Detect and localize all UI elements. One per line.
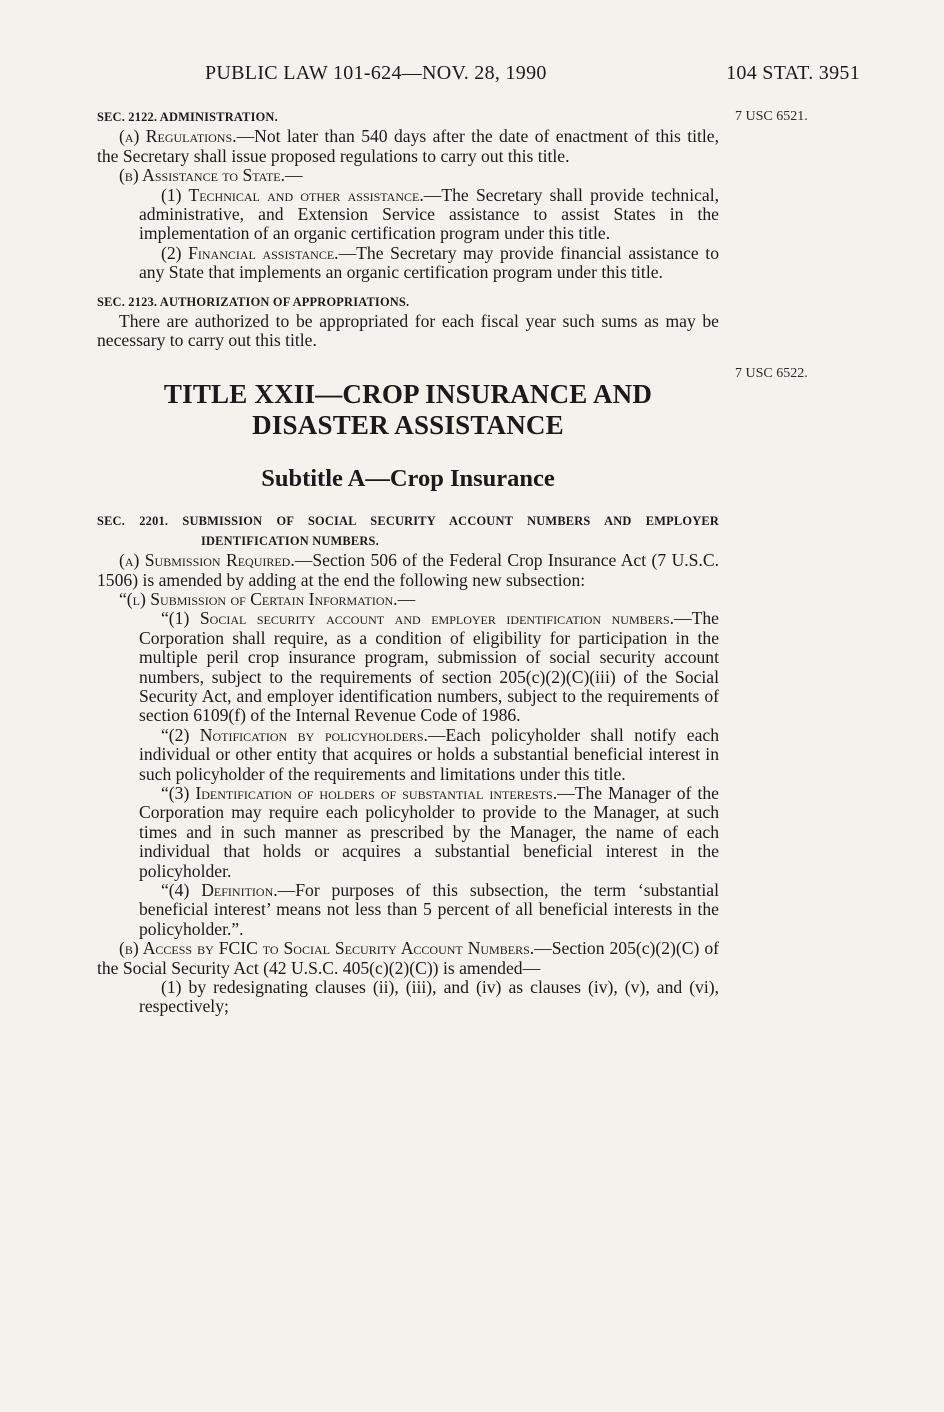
section-2123-heading: SEC. 2123. AUTHORIZATION OF APPROPRIATIONS. (97, 294, 410, 309)
para-text: —Each policyholder shall notify each individual or other entity that acquires or holds a substantial beneficial interest in such policyholder of the requirements and limitations under this title. (139, 724, 720, 784)
para-label: (1) Technical and other assistance. (161, 184, 424, 205)
sec2123-para: There are authorized to be appropriated for each fiscal year such sums as may be necessary to carry out this title. (97, 311, 719, 351)
para-text: —Not later than 540 days after the date of enactment of this title, the Secretary shall issue proposed regulations to carry out this title. (97, 126, 719, 166)
para-label: (a) Regulations. (119, 126, 237, 147)
stat-reference: 104 STAT. 3951 (726, 62, 860, 84)
para-text: —For purposes of this subsection, the term ‘substantial beneficial interest’ means not less than 5 percent of all beneficial interests in the policyholder.”. (139, 880, 719, 939)
sec2201-para-b1: (1) by redesignating clauses (ii), (iii), and (iv) as clauses (iv), (v), and (vi), respectively; (139, 977, 719, 1017)
para-label: (b) Access by FCIC to Social Security Account Numbers. (119, 938, 535, 959)
section-2122-heading: SEC. 2122. ADMINISTRATION. (97, 110, 278, 124)
section-2201-heading: SEC. 2201. SUBMISSION OF SOCIAL SECURITY ACCOUNT NUMBERS AND EMPLOYER IDENTIFICATION NUMBERS. (97, 514, 719, 548)
para-text: —The Secretary may provide financial assistance to any State that implements an organic certification program under this title. (139, 242, 719, 283)
page-header (205, 62, 860, 92)
para-label: “(4) Definition. (161, 880, 278, 900)
sec2201-para-4 (97, 881, 719, 939)
para-label: (2) Financial assistance. (161, 242, 339, 263)
para-text: —The Corporation shall require, as a condition of eligibility for participation in the multiple peril crop insurance program, submission of social security account numbers, subject to the requirements of section 205(c)(2)(C)(iii) of the Social Security Act, and employer identification numbers, subject to the requirements of section 6109(f) of the Internal Revenue Code of 1986. (139, 608, 719, 726)
sec2122-para-b2 (97, 244, 719, 283)
subtitle-heading: Subtitle A—Crop Insurance (261, 464, 555, 492)
title-heading (97, 379, 719, 441)
para-label: “(2) Notification by policyholders. (161, 724, 428, 745)
title-line-1: TITLE XXII—CROP INSURANCE AND (163, 378, 653, 409)
sec2201-para-b (97, 939, 719, 978)
para-text: —Section 506 of the Federal Crop Insurance Act (7 U.S.C. 1506) is amended by adding at the end the following new subsection: (97, 550, 719, 590)
sec2201-subsection-l (97, 590, 719, 609)
sec2201-para-3 (97, 784, 719, 881)
para-text: — (397, 588, 416, 609)
sec2201-para-1 (97, 609, 719, 725)
sec2122-para-b (97, 166, 719, 185)
para-text: —The Manager of the Corporation may require each policyholder to provide to the Manager, at such times and in such manner as prescribed by the Manager, the name of each individual that holds or acquires a substantial beneficial interest in the policyholder. (139, 782, 719, 881)
para-label: (a) Submission Required. (119, 550, 295, 571)
para-text: —The Secretary shall provide technical, administrative, and Extension Service assistance to assist States in the implementation of an organic certification program under this title. (139, 184, 720, 244)
para-label: “(3) Identification of holders of substantial interests. (161, 782, 558, 803)
para-text: — (285, 165, 303, 186)
para-label: (b) Assistance to State. (119, 165, 286, 186)
margin-note-usc-6521: 7 USC 6521. (735, 109, 808, 124)
sec2122-para-a (97, 127, 719, 166)
para-text: —Section 205(c)(2)(C) of the Social Security Act (42 U.S.C. 405(c)(2)(C)) is amended— (97, 938, 719, 978)
title-line-2: DISASTER ASSISTANCE (252, 409, 564, 440)
running-head: PUBLIC LAW 101-624—NOV. 28, 1990 (205, 62, 547, 84)
sec2122-para-b1 (97, 186, 719, 244)
para-label: “(1) Social security account and employer identification numbers. (161, 608, 675, 629)
sec2201-para-2 (97, 726, 719, 784)
margin-note-usc-6522: 7 USC 6522. (735, 366, 808, 381)
text-column (97, 108, 719, 1017)
sec2201-para-a (97, 551, 719, 590)
para-label: “(l) Submission of Certain Information. (119, 588, 398, 609)
